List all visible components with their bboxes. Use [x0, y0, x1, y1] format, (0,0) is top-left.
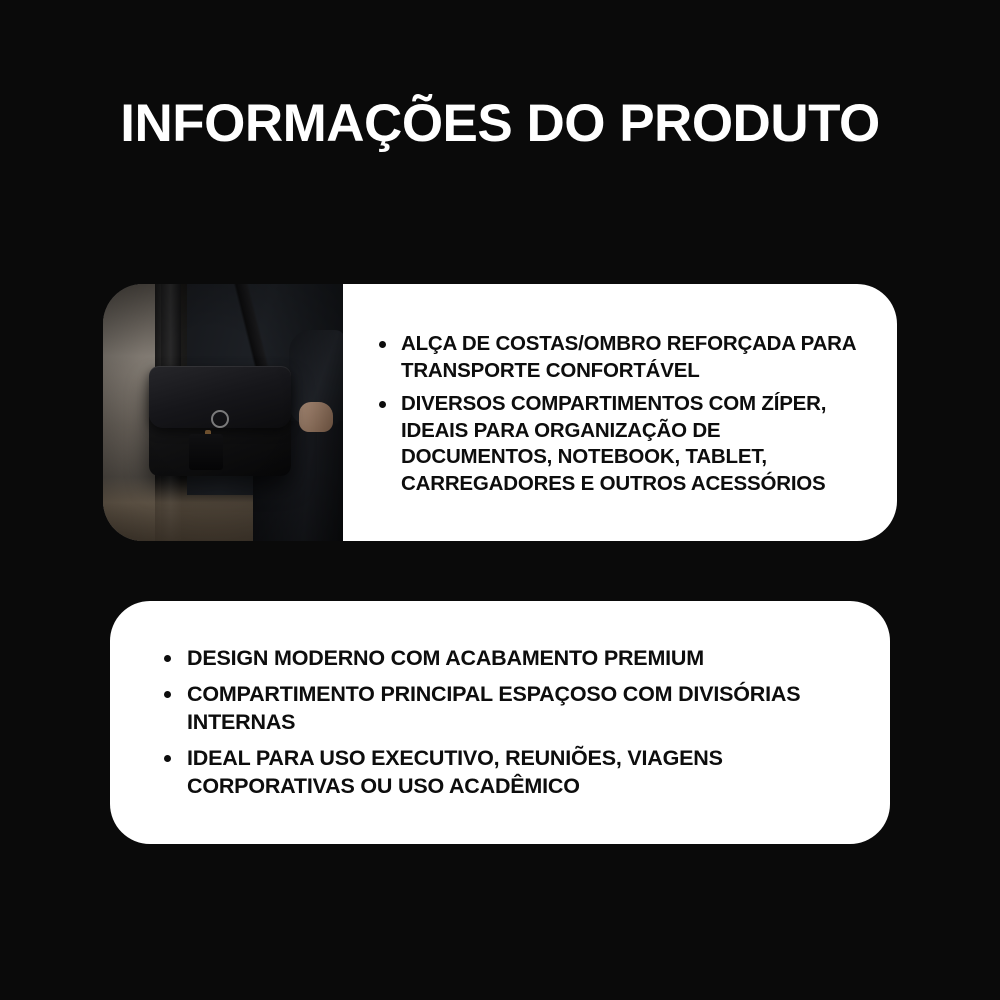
list-item: DIVERSOS COMPARTIMENTOS COM ZÍPER, IDEAIS PARA ORGANIZAÇÃO DE DOCUMENTOS, NOTEBOOK, TABLET, CARREGADORES E OUTROS ACESSÓRIOS	[377, 391, 871, 498]
list-item: IDEAL PARA USO EXECUTIVO, REUNIÕES, VIAGENS CORPORATIVAS OU USO ACADÊMICO	[162, 744, 844, 801]
product-photo-man-with-black-messenger-bag	[103, 284, 343, 541]
secondary-feature-list	[162, 644, 844, 801]
product-info-card-primary	[103, 284, 897, 541]
list-item: COMPARTIMENTO PRINCIPAL ESPAÇOSO COM DIVISÓRIAS INTERNAS	[162, 680, 844, 737]
primary-feature-list	[377, 331, 871, 498]
list-item: DESIGN MODERNO COM ACABAMENTO PREMIUM	[162, 644, 844, 673]
primary-feature-list-container	[343, 284, 897, 541]
product-info-card-secondary	[110, 601, 890, 844]
page-title: INFORMAÇÕES DO PRODUTO	[120, 94, 880, 153]
list-item: ALÇA DE COSTAS/OMBRO REFORÇADA PARA TRANSPORTE CONFORTÁVEL	[377, 331, 871, 385]
photo-vignette	[103, 284, 343, 541]
